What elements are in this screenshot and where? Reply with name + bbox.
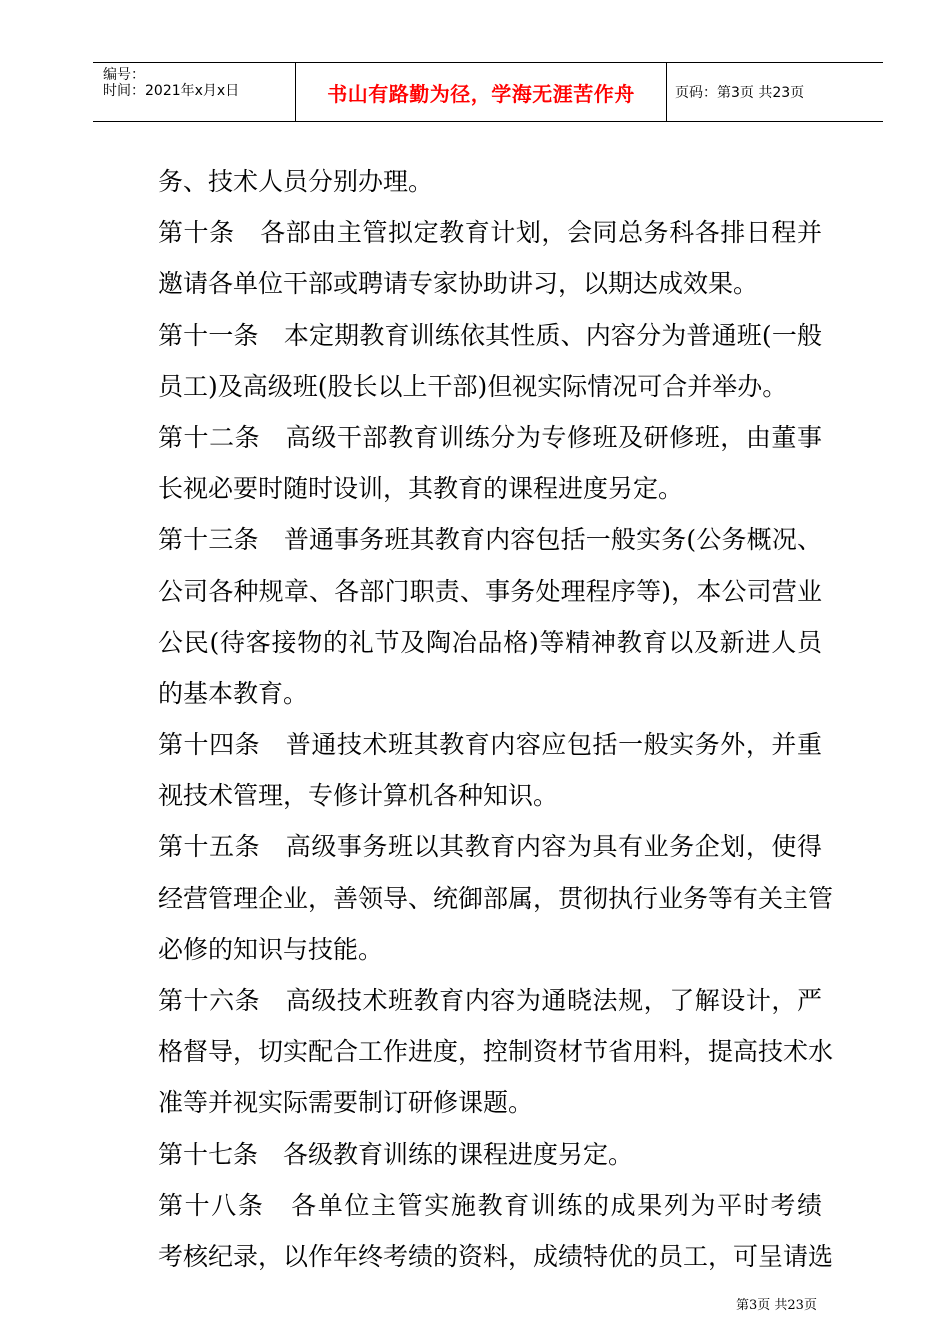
document-time-label: 时间：2021年x月x日 (103, 83, 240, 99)
header-meta (93, 63, 295, 121)
header-motto: 书山有路勤为径，学海无涯苦作舟 (295, 63, 667, 121)
document-number-label: 编号： (103, 67, 145, 83)
body-text-line: 第十二条 高级干部教育训练分为专修班及研修班，由董事 (158, 422, 822, 452)
document-body (158, 156, 834, 1282)
body-text-line: 第十六条 高级技术班教育内容为通晓法规，了解设计，严 (158, 986, 822, 1015)
body-text-line: 员工)及高级班(股长以上干部)但视实际情况可合并举办。 (158, 371, 788, 401)
body-text-line: 务、技术人员分别办理。 (158, 167, 434, 196)
body-text-line: 第十七条 各级教育训练的课程进度另定。 (158, 1139, 634, 1169)
page-header (93, 62, 883, 122)
header-page-info: 页码：第3页 共23页 (675, 85, 805, 101)
body-text-line: 格督导，切实配合工作进度，控制资材节省用料，提高技术水 (158, 1037, 834, 1067)
body-text-line: 的基本教育。 (158, 678, 309, 708)
body-text-line: 必修的知识与技能。 (158, 934, 384, 964)
body-text-line: 视技术管理，专修计算机各种知识。 (158, 781, 559, 811)
body-text-line: 第十条 各部由主管拟定教育计划，会同总务科各排日程并 (158, 218, 822, 248)
body-text-line: 第十八条 各单位主管实施教育训练的成果列为平时考绩 (158, 1190, 822, 1220)
body-text-line: 长视必要时随时设训，其教育的课程进度另定。 (158, 474, 684, 504)
body-text-line: 准等并视实际需要制订研修课题。 (158, 1088, 534, 1118)
body-text-line: 第十五条 高级事务班以其教育内容为具有业务企划，使得 (158, 832, 822, 862)
body-text-line: 公民(待客接物的礼节及陶冶品格)等精神教育以及新进人员 (158, 627, 822, 657)
body-text-line: 邀请各单位干部或聘请专家协助讲习，以期达成效果。 (158, 269, 759, 299)
body-text-line: 经营管理企业，善领导、统御部属，贯彻执行业务等有关主管 (158, 883, 834, 913)
page-footer: 第3页 共23页 (736, 1298, 817, 1313)
body-text-line: 考核纪录，以作年终考绩的资料，成绩特优的员工，可呈请选 (158, 1241, 834, 1271)
body-text-line: 第十三条 普通事务班其教育内容包括一般实务(公务概况、 (158, 525, 822, 555)
body-text-line: 公司各种规章、各部门职责、事务处理程序等)，本公司营业 (158, 576, 822, 606)
body-text-line: 第十四条 普通技术班其教育内容应包括一般实务外，并重 (158, 730, 822, 760)
body-text-line: 第十一条 本定期教育训练依其性质、内容分为普通班(一般 (158, 320, 822, 350)
